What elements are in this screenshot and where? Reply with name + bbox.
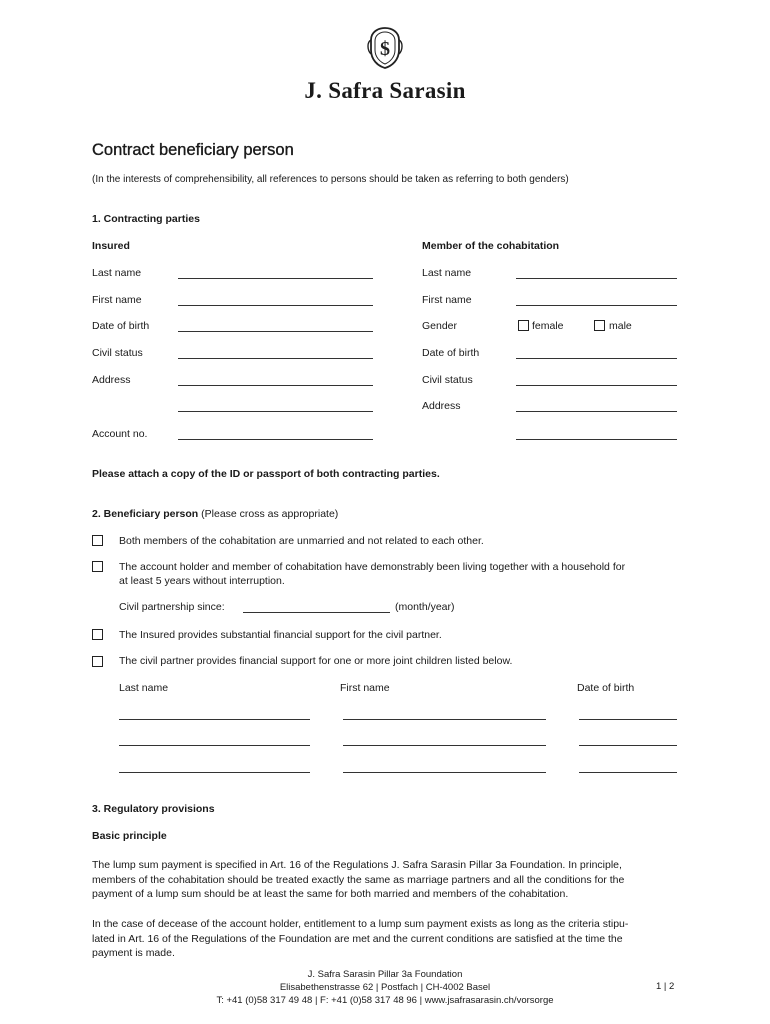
attach-id-note: Please attach a copy of the ID or passport of both contracting parties.	[92, 468, 440, 480]
insured-civil-status-label: Civil status	[92, 347, 143, 359]
option-household-checkbox[interactable]	[92, 561, 103, 572]
member-address-field[interactable]	[516, 411, 677, 412]
option-unmarried-checkbox[interactable]	[92, 535, 103, 546]
brand-name: J. Safra Sarasin	[304, 78, 466, 103]
member-last-name-field[interactable]	[516, 278, 677, 279]
basic-principle-heading: Basic principle	[92, 830, 167, 842]
gender-note: (In the interests of comprehensibility, all references to persons should be taken as referring to both genders)	[92, 174, 569, 185]
member-gender-label: Gender	[422, 320, 458, 332]
para1-line-1: The lump sum payment is specified in Art. 16 of the Regulations J. Safra Sarasin Pillar 3a Foundation. In principle,	[92, 859, 622, 871]
section3-heading: 3. Regulatory provisions	[92, 803, 215, 815]
partnership-since-label: Civil partnership since:	[119, 601, 225, 613]
member-dob-field[interactable]	[516, 358, 677, 359]
children-col-first-name: First name	[340, 682, 390, 694]
footer-address: Elisabethenstrasse 62 | Postfach | CH-4002 Basel	[279, 982, 491, 993]
member-heading: Member of the cohabitation	[422, 240, 560, 252]
footer-contact: T: +41 (0)58 317 49 48 | F: +41 (0)58 317 48 96 | www.jsafrasarasin.ch/vorsorge	[216, 995, 554, 1006]
footer	[0, 968, 770, 1007]
insured-heading: Insured	[92, 240, 130, 252]
insured-first-name-label: First name	[92, 294, 142, 306]
child3-first-name-field[interactable]	[343, 772, 546, 773]
insured-civil-status-field[interactable]	[178, 358, 373, 359]
para2-line-2: lated in Art. 16 of the Regulations of the Foundation are met and the current conditions are satisfied at the time the	[92, 932, 623, 945]
gender-female-checkbox[interactable]	[518, 320, 529, 331]
member-first-name-label: First name	[422, 294, 472, 306]
basic-principle-paragraph-2	[92, 917, 692, 961]
section2-heading: 2. Beneficiary person	[92, 508, 199, 520]
insured-dob-label: Date of birth	[92, 320, 150, 332]
gender-female-label: female	[532, 320, 564, 332]
svg-text:$: $	[380, 38, 390, 60]
insured-dob-field[interactable]	[178, 331, 373, 332]
option-household-label-1: The account holder and member of cohabitation have demonstrably been living together with a household for	[119, 561, 626, 573]
section2-heading-row	[92, 508, 338, 520]
child3-dob-field[interactable]	[579, 772, 677, 773]
para1-line-3: payment of a lump sum should be at least the same for both married and members of the cohabitation.	[92, 888, 569, 900]
option-support-partner-label: The Insured provides substantial financial support for the civil partner.	[119, 629, 442, 641]
option-support-children-checkbox[interactable]	[92, 656, 103, 667]
member-first-name-field[interactable]	[516, 305, 677, 306]
insured-address-label: Address	[92, 374, 131, 386]
partnership-since-field[interactable]	[243, 612, 390, 613]
member-last-name-label: Last name	[422, 267, 472, 279]
member-dob-label: Date of birth	[422, 347, 480, 359]
page-title: Contract beneficiary person	[92, 141, 294, 159]
partnership-since-suffix: (month/year)	[395, 601, 455, 613]
insured-first-name-field[interactable]	[178, 305, 373, 306]
child2-first-name-field[interactable]	[343, 745, 546, 746]
insured-account-field[interactable]	[178, 439, 373, 440]
child1-dob-field[interactable]	[579, 719, 677, 720]
insured-account-label: Account no.	[92, 428, 148, 440]
crest-icon	[365, 26, 405, 70]
page-number: 1 | 2	[656, 981, 675, 992]
section1-heading: 1. Contracting parties	[92, 213, 200, 225]
footer-foundation: J. Safra Sarasin Pillar 3a Foundation	[307, 969, 463, 980]
gender-male-checkbox[interactable]	[594, 320, 605, 331]
para2-line-3: payment is made.	[92, 947, 175, 959]
insured-address-field-2[interactable]	[178, 411, 373, 412]
insured-address-field[interactable]	[178, 385, 373, 386]
child3-last-name-field[interactable]	[119, 772, 310, 773]
para2-line-1: In the case of decease of the account holder, entitlement to a lump sum payment exists as long as the criteria stipu-	[92, 918, 629, 930]
child1-first-name-field[interactable]	[343, 719, 546, 720]
member-civil-status-label: Civil status	[422, 374, 473, 386]
insured-last-name-field[interactable]	[178, 278, 373, 279]
option-support-partner-checkbox[interactable]	[92, 629, 103, 640]
para1-line-2: members of the cohabitation should be treated exactly the same as marriage partners and all the conditions for the	[92, 873, 625, 886]
insured-last-name-label: Last name	[92, 267, 142, 279]
member-address-field-2[interactable]	[516, 439, 677, 440]
child1-last-name-field[interactable]	[119, 719, 310, 720]
section2-heading-note: (Please cross as appropriate)	[201, 508, 339, 520]
option-household-label-2: at least 5 years without interruption.	[119, 575, 285, 587]
child2-dob-field[interactable]	[579, 745, 677, 746]
gender-male-label: male	[609, 320, 632, 332]
option-unmarried-label: Both members of the cohabitation are unmarried and not related to each other.	[119, 535, 484, 547]
member-civil-status-field[interactable]	[516, 385, 677, 386]
children-col-last-name: Last name	[119, 682, 169, 694]
member-address-label: Address	[422, 400, 461, 412]
logo	[0, 26, 770, 70]
option-support-children-label: The civil partner provides financial support for one or more joint children listed below.	[119, 655, 513, 667]
child2-last-name-field[interactable]	[119, 745, 310, 746]
children-col-dob: Date of birth	[577, 682, 635, 694]
basic-principle-paragraph-1	[92, 858, 692, 902]
